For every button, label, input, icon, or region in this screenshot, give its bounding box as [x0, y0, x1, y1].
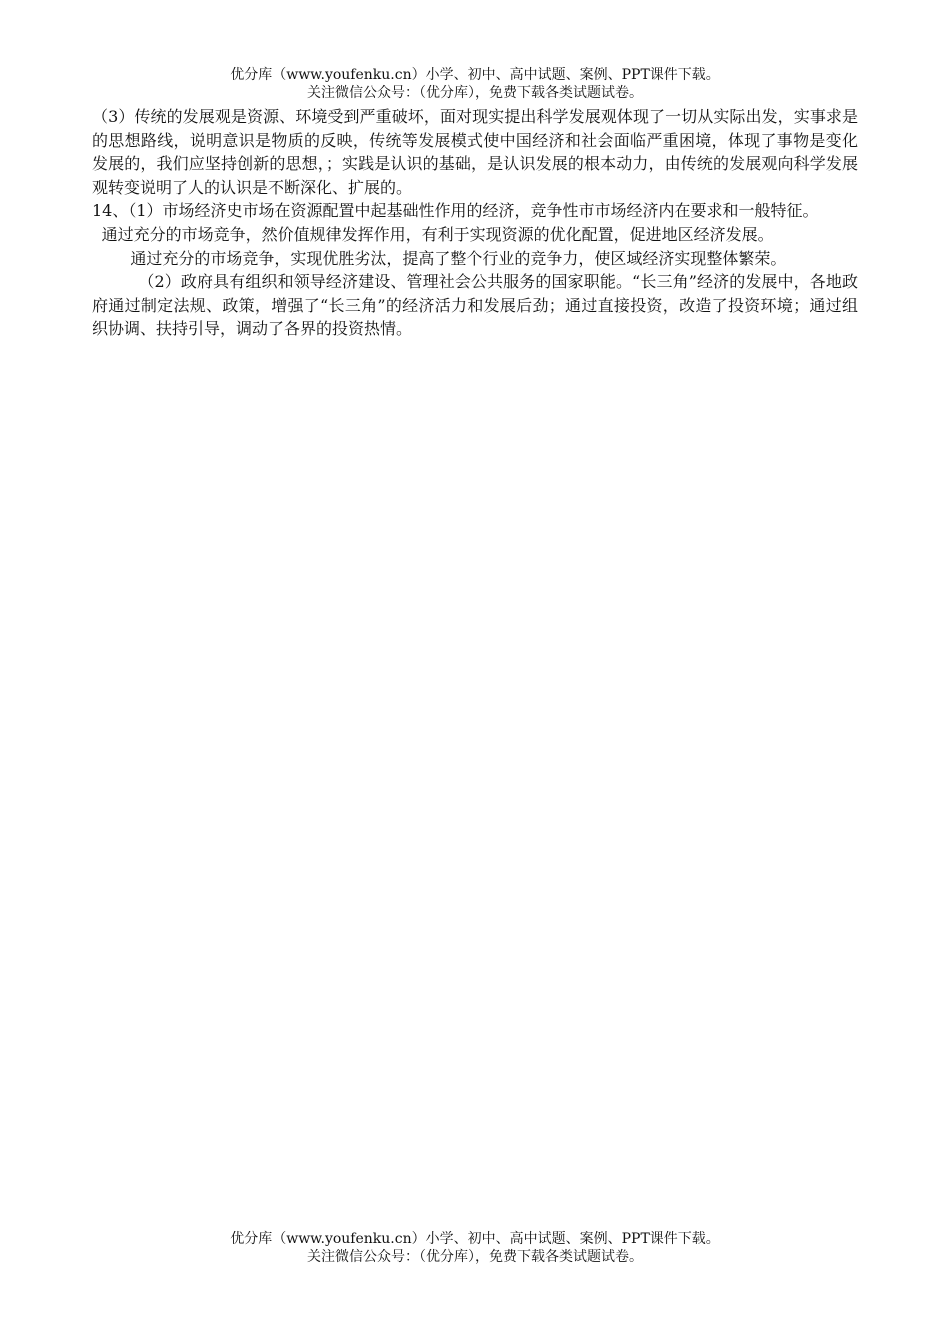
footer-line-2: 关注微信公众号：（优分库），免费下载各类试题试卷。 [307, 1249, 643, 1265]
page-footer [0, 1230, 950, 1266]
paragraph-competition-industry: 通过充分的市场竞争，实现优胜劣汰，提高了整个行业的竞争力，使区域经济实现整体繁荣。 [130, 248, 787, 268]
footer-line-1: 优分库（www.youfenku.cn）小学、初中、高中试题、案例、PPT课件下载。 [230, 1231, 720, 1247]
paragraph-answer-3: （3）传统的发展观是资源、环境受到严重破坏，面对现实提出科学发展观体现了一切从实际出发，实事求是的思想路线，说明意识是物质的反映，传统等发展模式使中国经济和社会面临严重困境，体现了事物是变化发展的，我们应坚持创新的思想，；实践是认识的基础，是认识发展的根本动力，由传统的发展观向科学发展观转变说明了人的认识是不断深化、扩展的。 [92, 107, 858, 197]
header-line-2: 关注微信公众号：（优分库），免费下载各类试题试卷。 [307, 85, 643, 101]
header-line-1: 优分库（www.youfenku.cn）小学、初中、高中试题、案例、PPT课件下载。 [230, 67, 720, 83]
paragraph-competition-resources: 通过充分的市场竞争，然价值规律发挥作用，有利于实现资源的优化配置，促进地区经济发展。 [101, 224, 774, 244]
paragraph-answer-14-2: （2）政府具有组织和领导经济建设、管理社会公共服务的国家职能。“长三角”经济的发展中，各地政府通过制定法规、政策，增强了“长三角”的经济活力和发展后劲；通过直接投资，改造了投资环境；通过组织协调、扶持引导，调动了各界的投资热情。 [92, 272, 858, 339]
paragraph-answer-14-1: 14、（1）市场经济史市场在资源配置中起基础性作用的经济，竞争性市市场经济内在要求和一般特征。 [92, 201, 819, 221]
document-body [92, 105, 858, 341]
page-header [0, 66, 950, 102]
